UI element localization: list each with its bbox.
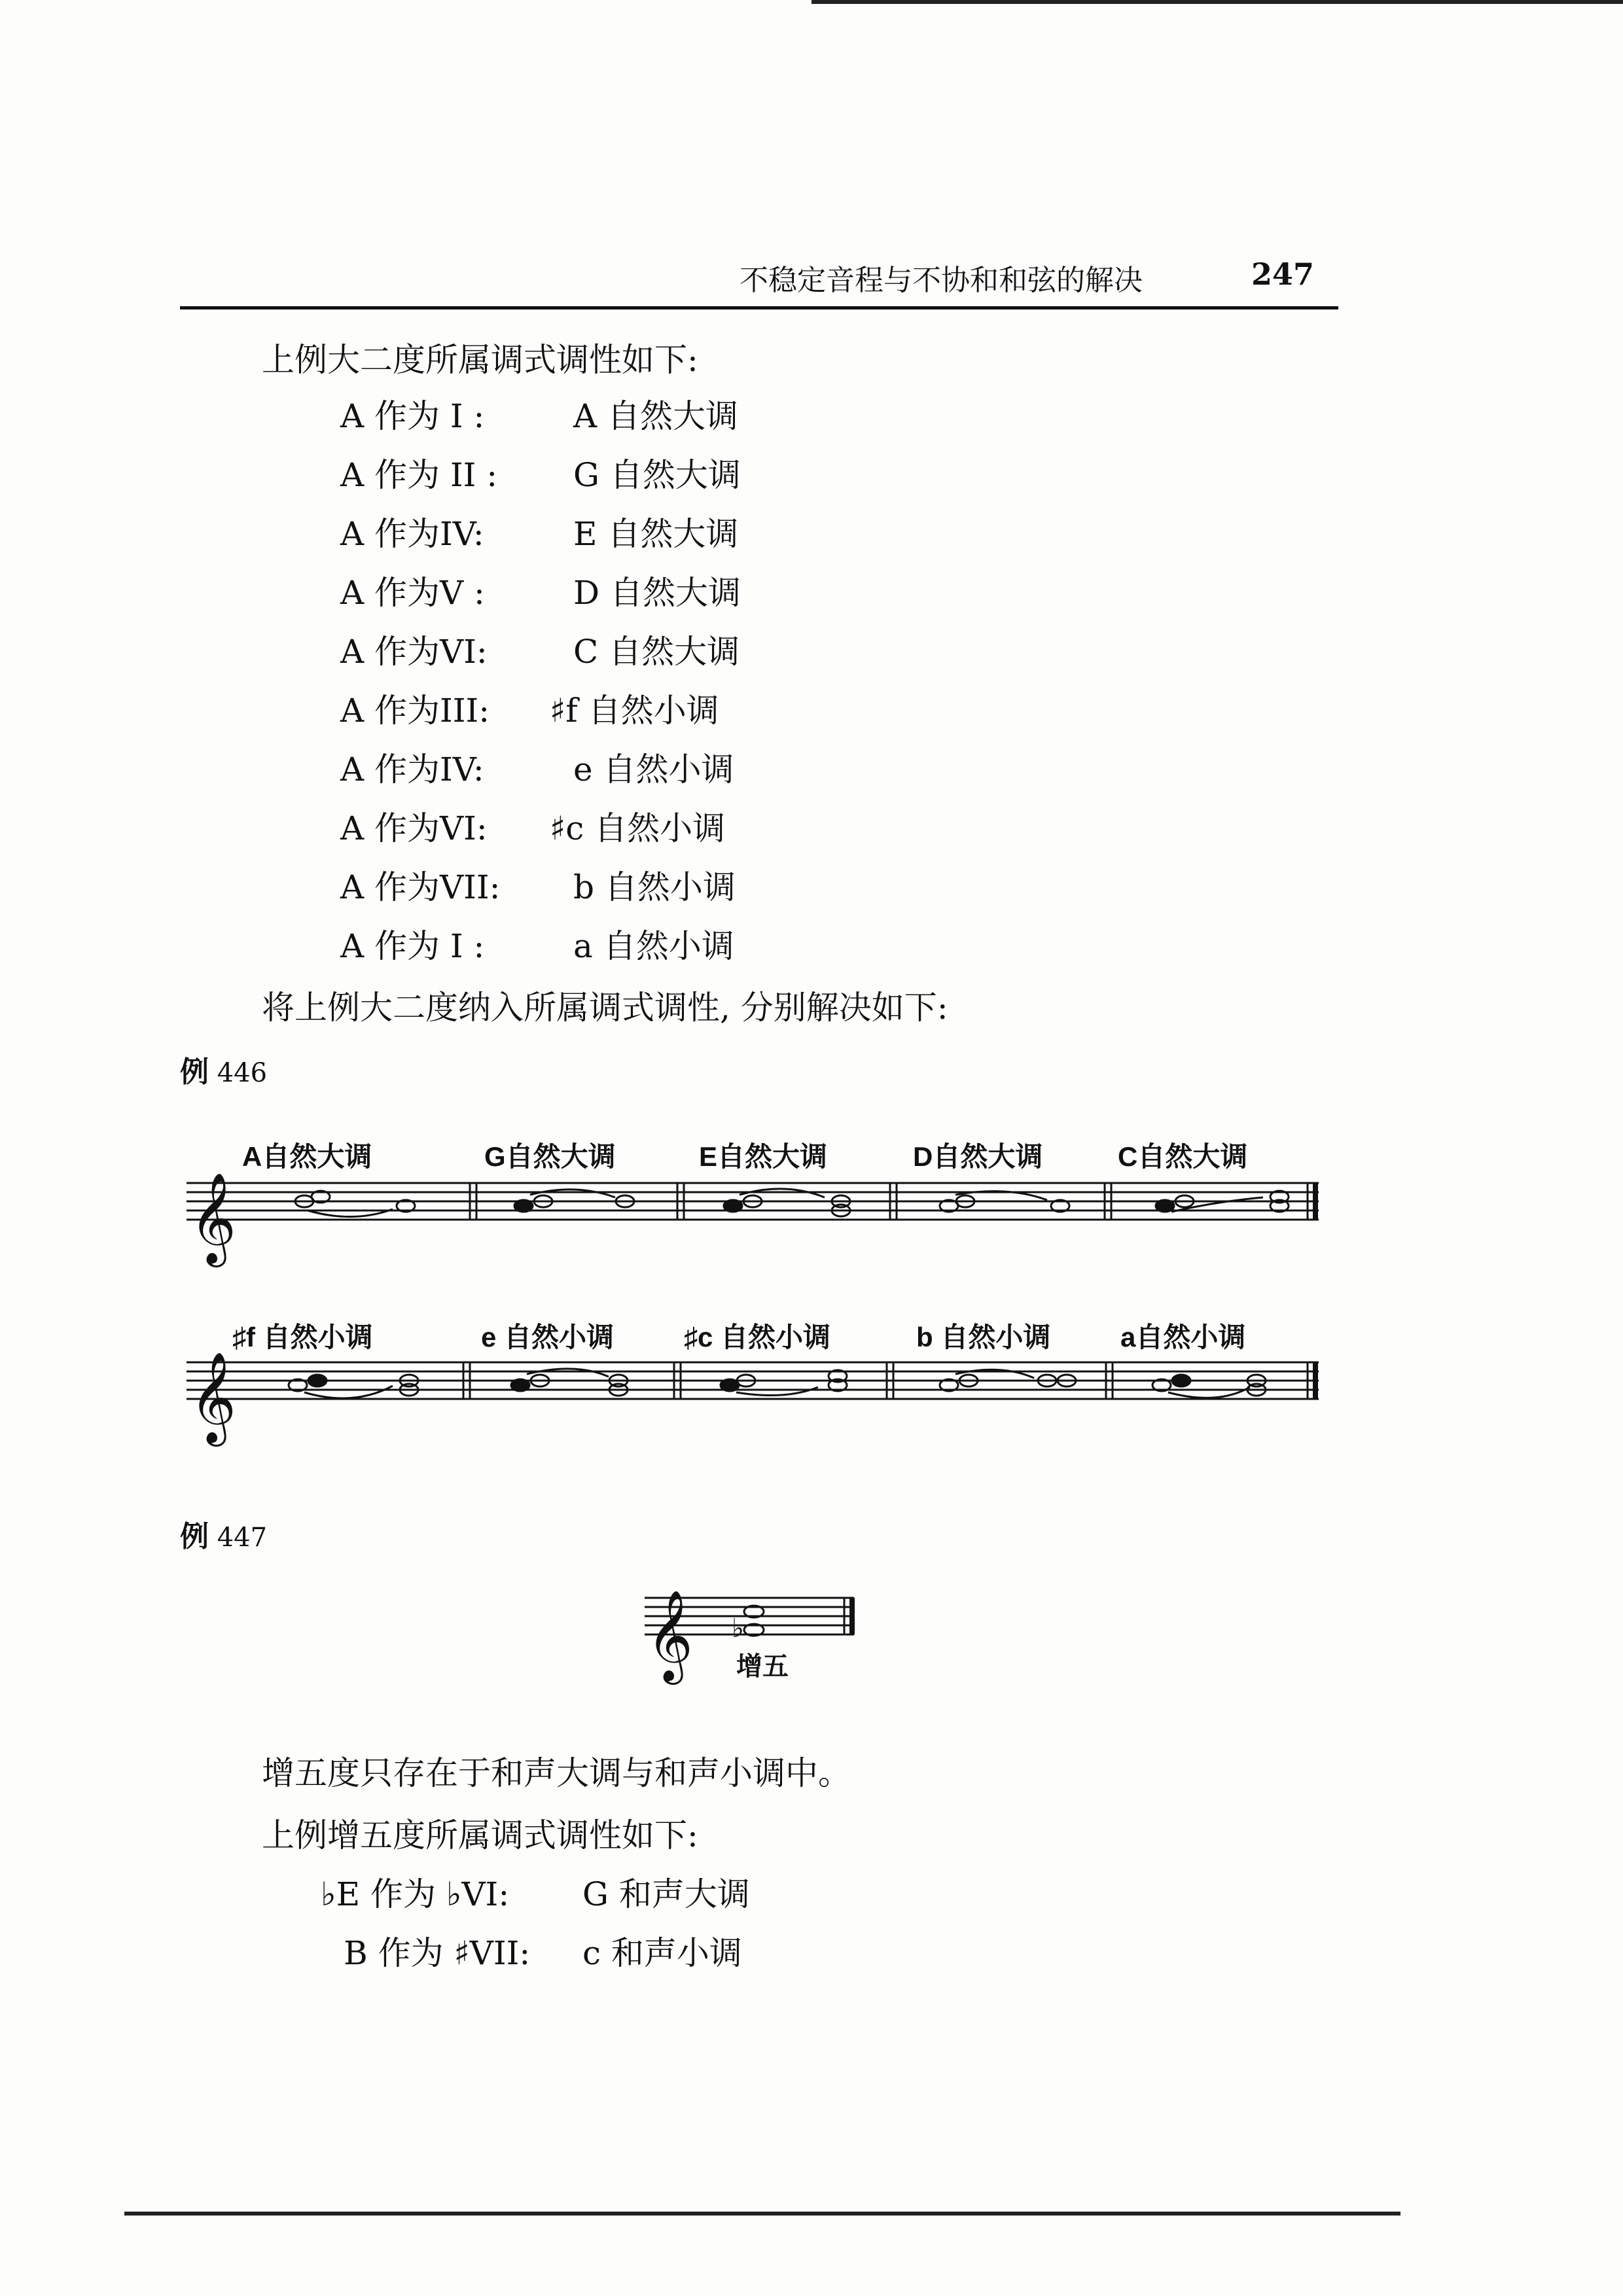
- key-row-key: E 自然大调: [573, 515, 739, 553]
- key-row-key: G 自然大调: [573, 456, 741, 494]
- key-row-degree: A 作为VI:: [340, 809, 488, 847]
- key-row-key: ♯f 自然小调: [550, 692, 719, 730]
- key-row-degree: A 作为 I :: [340, 927, 485, 965]
- key-label-major: E自然大调: [699, 1141, 828, 1172]
- page-number: 247: [1251, 256, 1315, 292]
- key-label-major: D自然大调: [913, 1141, 1043, 1172]
- key-label-major: G自然大调: [484, 1141, 616, 1172]
- key-row-key: C 自然大调: [573, 633, 740, 671]
- running-header-title: 不稳定音程与不协和和弦的解决: [740, 264, 1143, 297]
- key-label-minor: a自然小调: [1120, 1322, 1246, 1352]
- bottom-edge-rule: [124, 2212, 1400, 2216]
- intro-paragraph: 上例大二度所属调式调性如下:: [262, 341, 698, 379]
- staff-minor: [187, 1362, 1319, 1399]
- key-row-key: a 自然小调: [573, 927, 734, 965]
- key-row-degree: A 作为 I :: [340, 397, 485, 435]
- key-row-degree: A 作为 II :: [340, 456, 498, 494]
- example-label-number: 447: [217, 1523, 268, 1553]
- key-row-key: ♯c 自然小调: [550, 809, 726, 847]
- key-label-minor: ♯c 自然小调: [684, 1322, 831, 1352]
- key-row-key: A 自然大调: [573, 397, 739, 435]
- key-row-degree: A 作为V :: [340, 574, 485, 612]
- treble-clef-icon: 𝄞: [190, 1352, 236, 1443]
- staff-major: [187, 1183, 1319, 1220]
- key-row-degree: A 作为IV:: [340, 515, 484, 553]
- augmented-fifth-paragraph: 增五度只存在于和声大调与和声小调中。: [262, 1754, 851, 1792]
- flat-icon: ♭: [732, 1614, 744, 1644]
- key-label-minor: b 自然小调: [916, 1322, 1051, 1352]
- key-row-key: c 和声小调: [582, 1934, 742, 1972]
- treble-clef-icon: 𝄞: [190, 1173, 236, 1263]
- key-row-degree: B 作为 ♯VII:: [344, 1934, 531, 1972]
- key-row-key: e 自然小调: [573, 751, 734, 788]
- example-label-number: 446: [217, 1058, 268, 1088]
- key-row-key: D 自然大调: [573, 574, 741, 612]
- key-label-major: A自然大调: [242, 1141, 372, 1172]
- interval-caption: 增五: [736, 1652, 789, 1681]
- key-label-minor: e 自然小调: [481, 1322, 615, 1352]
- resolve-paragraph: 将上例大二度纳入所属调式调性, 分别解决如下:: [262, 989, 948, 1027]
- key-row-degree: A 作为IV:: [340, 751, 484, 788]
- example-label-word: 例: [180, 1055, 209, 1089]
- key-row-degree: A 作为VII:: [340, 868, 501, 906]
- key-label-major: C自然大调: [1118, 1141, 1248, 1172]
- example-447-label: [180, 1513, 267, 1555]
- key-row-key: G 和声大调: [582, 1875, 750, 1913]
- key-row-key: b 自然小调: [573, 868, 736, 906]
- key-row-degree: A 作为III:: [340, 692, 490, 730]
- augmented-fifth-intro: 上例增五度所属调式调性如下:: [262, 1816, 698, 1854]
- treble-clef-icon: 𝄞: [647, 1590, 693, 1681]
- key-label-minor: ♯f 自然小调: [232, 1322, 373, 1352]
- example-label-word: 例: [180, 1520, 209, 1553]
- key-row-degree: A 作为VI:: [340, 633, 488, 671]
- key-row-degree: ♭E 作为 ♭VI:: [321, 1875, 510, 1913]
